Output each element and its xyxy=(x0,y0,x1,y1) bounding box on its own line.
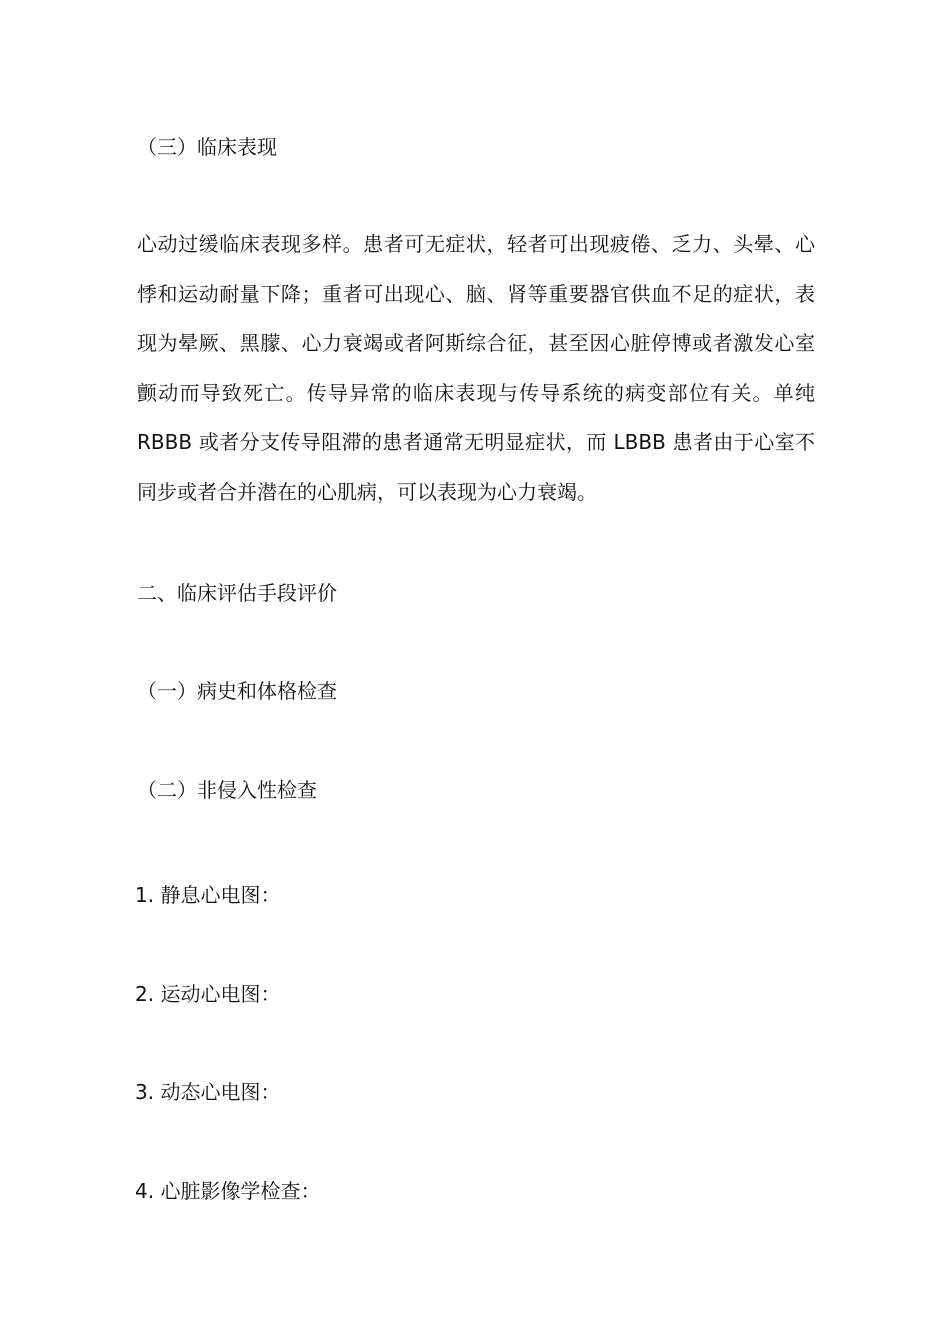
paragraph-line: 现为晕厥、黑朦、心力衰竭或者阿斯综合征，甚至因心脏停博或者激发心室 xyxy=(137,331,815,355)
paragraph-line: 同步或者合并潜在的心肌病，可以表现为心力衰竭。 xyxy=(137,479,597,504)
subheading-history-physical-exam: （一）病史和体格检查 xyxy=(137,679,337,703)
paragraph-line: 颤动而导致死亡。传导异常的临床表现与传导系统的病变部位有关。单纯 xyxy=(137,380,815,405)
paragraph-line: RBBB 或者分支传导阻滞的患者通常无明显症状，而 LBBB 患者由于心室不 xyxy=(137,430,815,454)
section-heading-clinical-evaluation: 二、临床评估手段评价 xyxy=(137,581,337,605)
list-item-exercise-ecg: 2. 运动心电图： xyxy=(135,982,281,1006)
clinical-manifestations-paragraph xyxy=(137,230,815,527)
section-heading-clinical-manifestations: （三）临床表现 xyxy=(137,135,277,159)
paragraph-line: 心动过缓临床表现多样。患者可无症状，轻者可出现疲倦、乏力、头晕、心 xyxy=(137,232,815,256)
list-item-ambulatory-ecg: 3. 动态心电图： xyxy=(135,1080,281,1104)
subheading-noninvasive-tests: （二）非侵入性检查 xyxy=(137,778,317,802)
list-item-cardiac-imaging: 4. 心脏影像学检查： xyxy=(135,1179,321,1203)
paragraph-line: 悸和运动耐量下降；重者可出现心、脑、肾等重要器官供血不足的症状，表 xyxy=(137,281,815,306)
list-item-resting-ecg: 1. 静息心电图： xyxy=(135,883,281,907)
